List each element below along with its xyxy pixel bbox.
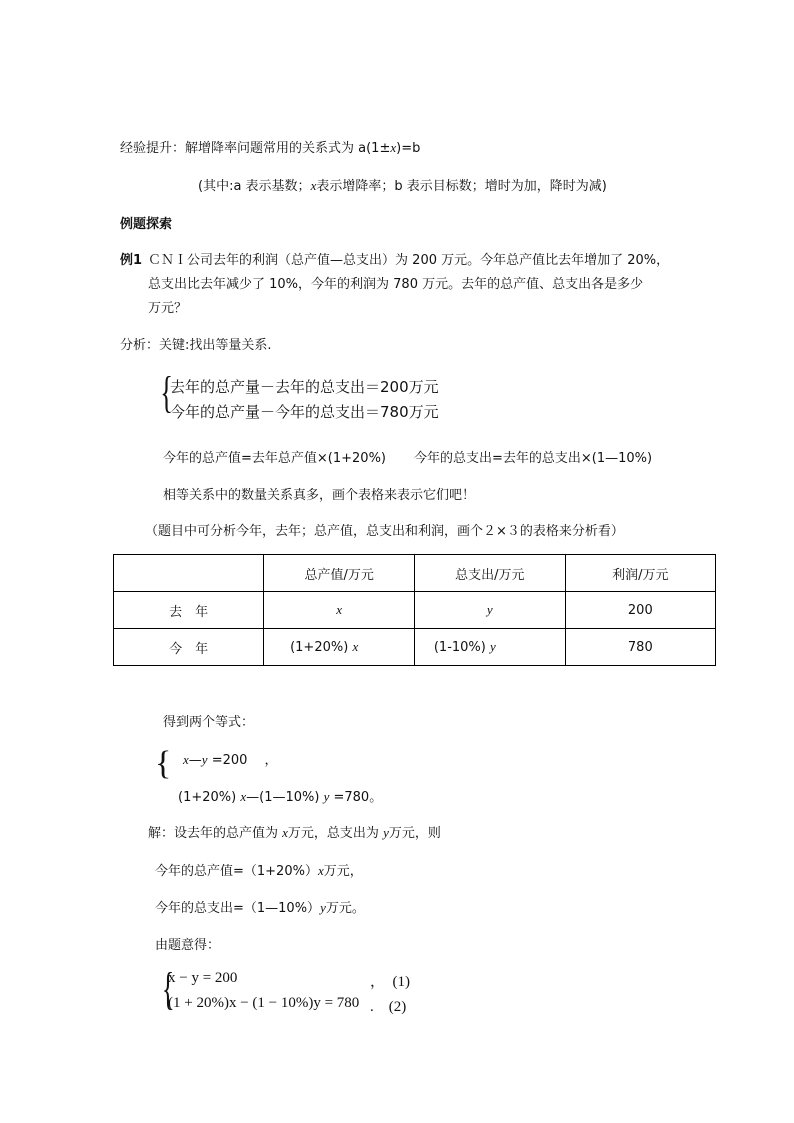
cost-part1: 今年的总支出=（1—10%） (155, 901, 321, 916)
cell-var: y (490, 639, 496, 654)
by-question-line: 由题意得： (155, 938, 221, 953)
solution-var-y: y (383, 825, 389, 840)
value-line (155, 860, 363, 879)
tip-note-part2: 表示增降率；b 表示目标数；增时为加，降时为减) (316, 179, 607, 194)
example-line2: 总支出比去年减少了 10%，今年的利润为 780 万元。去年的总产值、总支出各是多少 (148, 277, 644, 292)
row-cost-cell (415, 629, 566, 666)
data-table (113, 554, 716, 666)
example-line3: 万元？ (148, 301, 188, 316)
tip-text-end: )=b (396, 141, 421, 156)
cost-part2: 万元。 (325, 901, 365, 916)
cell-prefix: (1+20%) (290, 640, 353, 655)
table-header-profit: 利润/万元 (565, 555, 715, 592)
example-line1 (120, 249, 669, 268)
row-cost-cell (415, 592, 566, 629)
tip-note-part1: (其中:a 表示基数； (198, 179, 311, 194)
eq-minus: — (188, 753, 202, 768)
eq-var-x: x (240, 789, 247, 804)
table-header-corner (114, 555, 264, 592)
tip-var-x: x (390, 140, 397, 155)
row-value-cell (264, 592, 415, 629)
value-var-x: x (317, 863, 324, 878)
example-text1: ＣＮＩ公司去年的利润（总产值—总支出）为 200 万元。今年总产值比去年增加了 20%， (148, 253, 670, 268)
final-system-brace: { (161, 963, 175, 1014)
eq-rest: =200 ， (207, 753, 278, 768)
final-eq1: x − y = 200 (168, 970, 238, 986)
table-header-row (114, 555, 716, 592)
table-row (114, 629, 716, 666)
row-value-cell (264, 629, 415, 666)
cell-var: x (336, 602, 343, 617)
final-eq2: (1 + 20%)x − (1 − 10%)y = 780 (168, 995, 360, 1011)
two-eq-line2 (178, 786, 382, 805)
cell-var: x (352, 639, 359, 654)
final-eq1-tag: ， (1) (370, 974, 410, 990)
section-title: 例题探索 (120, 217, 173, 232)
cell-var: y (486, 602, 493, 617)
system1-eq2: 今年的总产量－今年的总支出＝780万元 (170, 403, 439, 421)
eq-mid: —(1—10%) (246, 790, 324, 805)
row-profit-cell: 200 (565, 592, 715, 629)
tip-text: 解增降率问题常用的关系式为 a(1± (185, 141, 391, 156)
two-eq-brace: { (155, 745, 172, 782)
eq-var-y: y (323, 789, 330, 804)
tip-note-var-x: x (310, 178, 317, 193)
tip-label: 经验提升： (120, 141, 186, 156)
two-eq-intro: 得到两个等式： (163, 715, 255, 730)
relation-right: 今年的总支出=去年的总支出×(1—10%) (414, 451, 653, 466)
tip-line (120, 137, 420, 156)
row-label: 去 年 (114, 592, 264, 629)
cost-var-y: y (320, 900, 326, 915)
solution-line (148, 822, 441, 841)
value-part2: 万元， (323, 864, 363, 879)
final-eq2-tag: . (2) (370, 999, 407, 1015)
solution-part1: 解：设去年的总产值为 (148, 826, 283, 841)
row-profit-cell: 780 (565, 629, 715, 666)
eq-var-x: x (183, 752, 189, 767)
eq-rest: =780。 (329, 790, 383, 805)
analysis-line: 分析：关键:找出等量关系. (120, 338, 272, 353)
relation-left: 今年的总产值=去年总产值×(1+20%) (163, 451, 386, 466)
example-label: 例1 (120, 253, 143, 268)
table-header-value: 总产值/万元 (264, 555, 415, 592)
encourage-line: 相等关系中的数量关系真多，画个表格来表示它们吧！ (163, 488, 476, 503)
table-header-cost: 总支出/万元 (415, 555, 566, 592)
cost-line (155, 897, 365, 916)
eq-prefix: (1+20%) (178, 790, 241, 805)
cell-prefix: (1-10%) (433, 640, 490, 655)
system1-eq1: 去年的总产量－去年的总支出＝200万元 (170, 378, 439, 396)
row-label: 今 年 (114, 629, 264, 666)
solution-part3: 万元，则 (388, 826, 441, 841)
tip-note (198, 175, 607, 194)
value-part1: 今年的总产值=（1+20%） (155, 864, 318, 879)
table-row (114, 592, 716, 629)
solution-var-x: x (282, 825, 288, 840)
system1-brace: { (160, 368, 173, 417)
solution-part2: 万元，总支出为 (287, 826, 384, 841)
two-eq-line1 (183, 749, 278, 768)
eq-var-y: y (201, 752, 208, 767)
table-hint: （题目中可分析今年，去年；总产值，总支出和利润，画个２×３的表格来分析看） (145, 524, 624, 539)
